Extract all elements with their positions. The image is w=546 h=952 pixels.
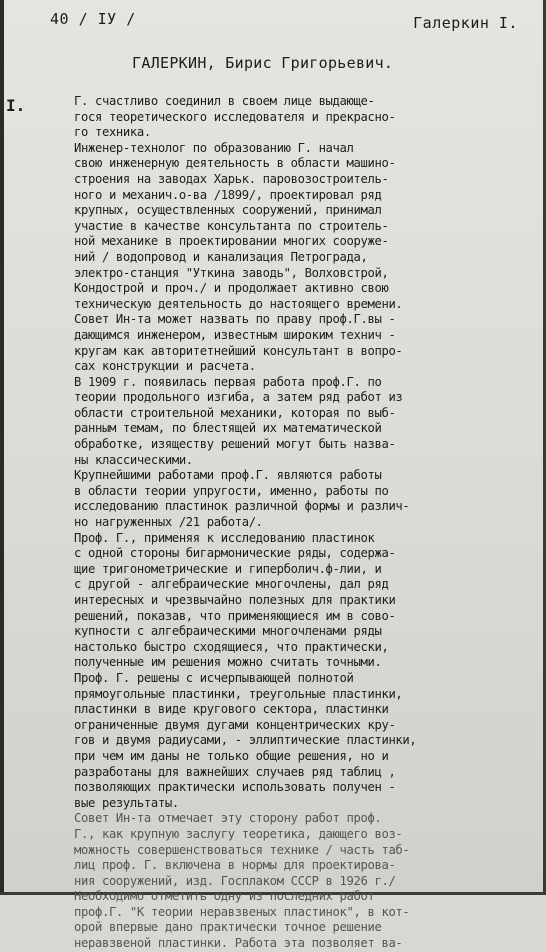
text-line: ны классическими.: [74, 452, 193, 467]
text-line: ния сооружений, изд. Госплаком СССР в 1926 г./: [74, 873, 396, 888]
text-line: исследованию пластинок различной формы и различ-: [74, 499, 410, 514]
text-line: проф.Г. "К теории неравзвеных пластинок", в кот-: [74, 904, 410, 919]
body-text: [74, 94, 530, 952]
text-line: обработке, изяществу решений могут быть назва-: [74, 437, 396, 452]
text-line: дающимся инженером, известным широким технич -: [74, 327, 396, 342]
text-line: разработаны для важнейших случаев ряд таблиц ,: [74, 764, 396, 779]
text-line: сах конструкции и расчета.: [74, 359, 256, 374]
text-line: Необходимо отметить одну из последних работ: [74, 889, 375, 904]
text-line: теории продольного изгиба, а затем ряд работ из: [74, 390, 403, 405]
text-line: Г. счастливо соединил в своем лице выдающе-: [74, 94, 375, 108]
text-line: Совет Ин-та отмечает эту сторону работ проф.: [74, 811, 382, 826]
text-line: кругам как авторитетнейший консультант в вопро-: [74, 343, 403, 358]
text-line: Инженер-технолог по образованию Г. начал: [74, 140, 354, 155]
text-line: с другой - алгебраические многочлены, дал ряд: [74, 577, 389, 592]
text-line: неравзвеной пластинки. Работа эта позволяет ва-: [74, 936, 403, 951]
text-line: ного и механич.о-ва /1899/, проектировал ряд: [74, 187, 382, 202]
text-line: ной механике в проектировании многих сооруже-: [74, 234, 389, 249]
text-line: прямоугольные пластинки, треугольные пластинки,: [74, 686, 403, 701]
section-number: I.: [6, 96, 26, 115]
text-line: техническую деятельность до настоящего времени.: [74, 296, 403, 311]
text-line: купности с алгебраическими многочленами ряды: [74, 624, 382, 639]
text-line: Проф. Г., применяя к исследованию пластинок: [74, 530, 375, 545]
text-line: настолько быстро сходящиеся, что практически,: [74, 639, 389, 654]
page-number: 40 / IУ /: [50, 10, 136, 28]
document-title: ГАЛЕРКИН, Бирис Григорьевич.: [132, 54, 394, 72]
text-line: ограниченные двумя дугами концентрических кру-: [74, 717, 396, 732]
scan-border-left: [0, 0, 4, 895]
running-title: Галеркин I.: [413, 14, 518, 32]
text-line: в области теории упругости, именно, работы по: [74, 483, 389, 498]
text-line: гов и двумя радиусами, - эллиптические пластинки,: [74, 733, 417, 748]
text-line: интересных и чрезвычайно полезных для практики: [74, 593, 396, 607]
text-line: строения на заводах Харьк. паровозостроитель-: [74, 171, 389, 186]
text-line: области строительной механики, которая по выб-: [74, 405, 396, 420]
text-line: орой впервые дано практически точное решение: [74, 920, 382, 935]
text-line: но нагруженных /21 работа/.: [74, 515, 263, 530]
text-line: щие тригонометрические и гиперболич.ф-лии, и: [74, 561, 382, 576]
text-line: электро-станция "Уткина заводь", Волховстрой,: [74, 265, 389, 280]
text-line: крупных, осуществленных сооружений, принимал: [74, 203, 382, 218]
text-line: с одной стороны бигармонические ряды, содержа-: [74, 546, 396, 561]
text-line: участие в качестве консультанта по строитель-: [74, 218, 389, 233]
text-line: Проф. Г. решены с исчерпывающей полнотой: [74, 670, 354, 685]
text-line: В 1909 г. появилась первая работа проф.Г. по: [74, 374, 382, 389]
text-line: можность совершенствоваться технике / часть таб-: [74, 842, 410, 857]
text-line: позволяющих практически использовать получен -: [74, 780, 396, 795]
text-line: свою инженерную деятельность в области машино-: [74, 156, 396, 171]
text-line: ранным темам, по блестящей их математической: [74, 421, 382, 436]
text-line: вые результаты.: [74, 795, 179, 810]
text-line: гося теоретического исследователя и прекрасно-: [74, 109, 396, 124]
text-line: Г., как крупную заслугу теоретика, дающего воз-: [74, 826, 403, 841]
text-line: полученные им решения можно считать точными.: [74, 655, 382, 670]
text-line: при чем им даны не только общие решения, но и: [74, 748, 389, 763]
text-line: ний / водопровод и канализация Петрограда,: [74, 249, 368, 264]
text-line: лиц проф. Г. включена в нормы для проектирова-: [74, 858, 396, 873]
text-line: го техника.: [74, 125, 151, 140]
text-line: решений, показав, что применяющиеся им в сово-: [74, 608, 396, 623]
text-line: Совет Ин-та может назвать по праву проф.Г.вы -: [74, 312, 396, 327]
text-line: Крупнейшими работами проф.Г. являются работы: [74, 468, 382, 483]
text-line: Кондострой и проч./ и продолжает активно свою: [74, 281, 389, 296]
text-line: пластинки в виде кругового сектора, пластинки: [74, 702, 389, 717]
